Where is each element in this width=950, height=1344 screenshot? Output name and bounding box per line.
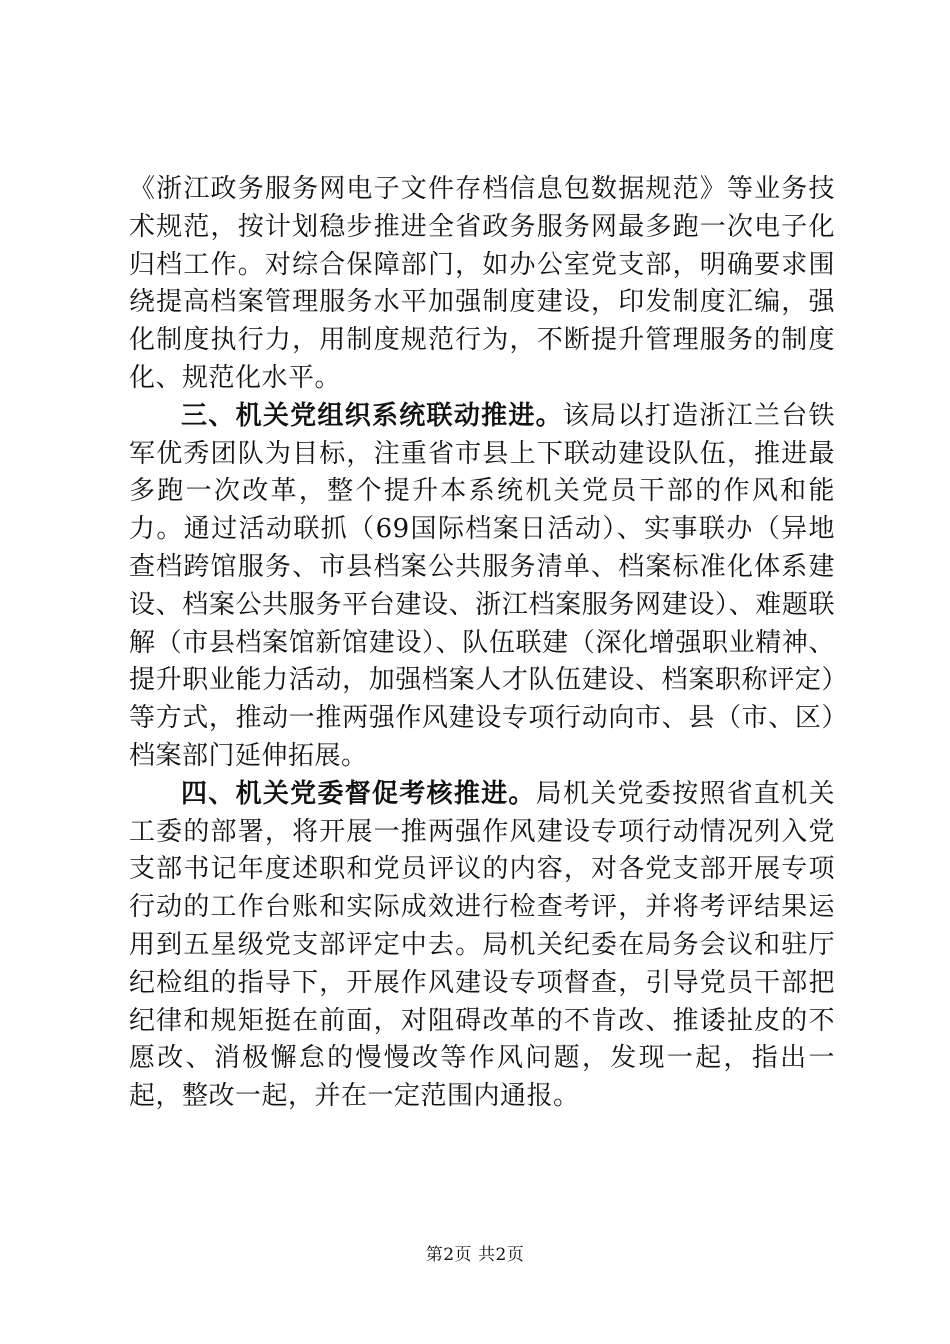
paragraph-continuation <box>129 171 835 398</box>
page-number-label: 第2页 共2页 <box>425 1245 525 1265</box>
section-heading-four: 四、机关党委督促考核推进。 <box>181 778 536 809</box>
paragraph-text: 《浙江政务服务网电子文件存档信息包数据规范》等业务技术规范，按计划稳步推进全省政务服务网最多跑一次电子化归档工作。对综合保障部门，如办公室党支部，明确要求围绕提高档案管理服务水平加强制度建设，印发制度汇编，强化制度执行力，用制度规范行为，不断提升管理服务的制度化、规范化水平。 <box>129 174 835 393</box>
paragraph-section-four <box>129 776 835 1116</box>
page-footer <box>0 1244 950 1266</box>
paragraph-section-three <box>129 398 835 776</box>
paragraph-text: 局机关党委按照省直机关工委的部署，将开展一推两强作风建设专项行动情况列入党支部书记年度述职和党员评议的内容，对各党支部开展专项行动的工作台账和实际成效进行检查考评，并将考评结果运用到五星级党支部评定中去。局机关纪委在局务会议和驻厅纪检组的指导下，开展作风建设专项督查，引导党员干部把纪律和规矩挺在前面，对阻碍改革的不肯改、推诿扯皮的不愿改、消极懈怠的慢慢改等作风问题，发现一起，指出一起，整改一起，并在一定范围内通报。 <box>129 778 835 1112</box>
section-heading-three: 三、机关党组织系统联动推进。 <box>181 400 563 431</box>
document-body <box>129 171 835 1116</box>
paragraph-text: 该局以打造浙江兰台铁军优秀团队为目标，注重省市县上下联动建设队伍，推进最多跑一次改革，整个提升本系统机关党员干部的作风和能力。通过活动联抓（69国际档案日活动）、实事联办（异地查档跨馆服务、市县档案公共服务清单、档案标准化体系建设、档案公共服务平台建设、浙江档案服务网建设）、难题联解（市县档案馆新馆建设）、队伍联建（深化增强职业精神、提升职业能力活动，加强档案人才队伍建设、档案职称评定）等方式，推动一推两强作风建设专项行动向市、县（市、区）档案部门延伸拓展。 <box>129 400 835 771</box>
